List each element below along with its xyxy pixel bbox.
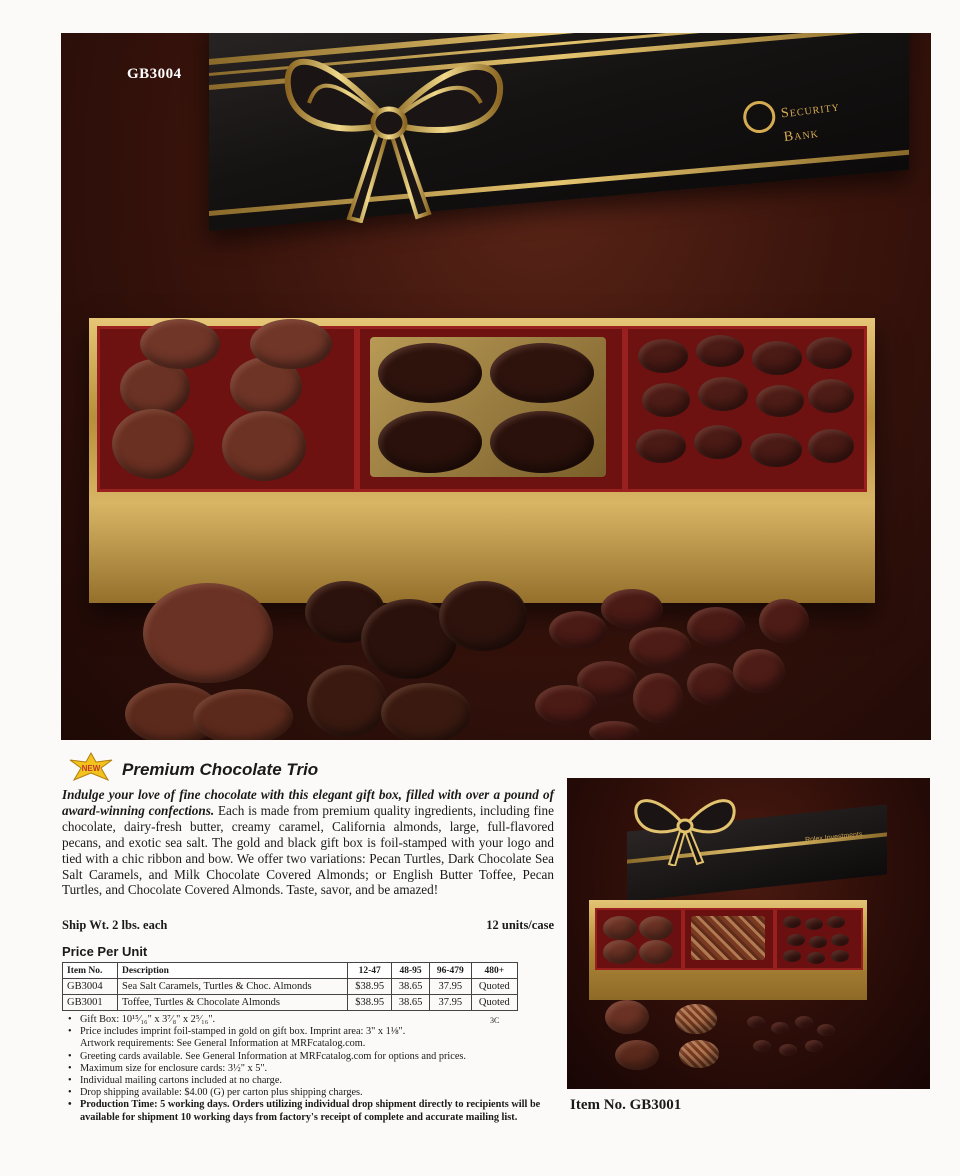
bank-logo: Security Bank	[741, 91, 843, 150]
gold-ribbon-bow-icon	[249, 33, 529, 223]
col-description: Description	[118, 963, 348, 979]
list-item: • Gift Box: 10¹⁵⁄₁₆" x 3⁷⁄₈" x 2⁵⁄₁₆".	[72, 1014, 552, 1026]
cell-price: 37.95	[430, 995, 472, 1011]
almond	[817, 1024, 835, 1036]
units-per-case: 12 units/case	[486, 918, 554, 932]
almond	[733, 649, 785, 693]
compartment-toffee	[683, 908, 775, 970]
price-code: 3C	[490, 1016, 500, 1025]
price-table-header	[63, 963, 518, 979]
almond	[601, 589, 663, 629]
almond	[633, 673, 683, 723]
almond	[805, 1040, 823, 1052]
cell-price: 38.65	[392, 995, 430, 1011]
new-star-badge-icon	[68, 752, 114, 782]
col-48-95: 48-95	[392, 963, 430, 979]
product-title: Premium Chocolate Trio	[122, 760, 319, 779]
col-96-479: 96-479	[430, 963, 472, 979]
cell-description: Toffee, Turtles & Chocolate Almonds	[118, 995, 348, 1011]
compartment-almonds	[625, 326, 867, 492]
box-imprint-label: Rolex Investments	[804, 831, 863, 844]
col-item-no: Item No.	[63, 963, 118, 979]
almond	[589, 721, 639, 740]
compartment-almonds	[775, 908, 863, 970]
col-480-plus: 480+	[471, 963, 517, 979]
gold-tray	[589, 900, 867, 1000]
shipping-line	[62, 918, 554, 933]
almond	[687, 663, 737, 705]
compartment-turtles	[595, 908, 683, 970]
cell-price: Quoted	[471, 979, 517, 995]
table-row	[63, 979, 518, 995]
list-item: • Maximum size for enclosure cards: 3½" x 5".	[72, 1063, 552, 1075]
cell-price: $38.95	[348, 979, 392, 995]
bank-logo-icon	[741, 99, 777, 135]
product-photo-gb3004	[61, 33, 931, 740]
photo-caption: Item No. GB3001	[570, 1097, 682, 1113]
almond	[549, 611, 607, 649]
product-photo-gb3001	[567, 778, 930, 1089]
new-badge-label: NEW	[81, 764, 101, 773]
cell-description: Sea Salt Caramels, Turtles & Choc. Almonds	[118, 979, 348, 995]
cell-item-no: GB3004	[63, 979, 118, 995]
gold-ribbon-bow-icon	[625, 786, 745, 866]
cell-price: $38.95	[348, 995, 392, 1011]
almond	[771, 1022, 789, 1034]
almond	[795, 1016, 813, 1028]
description-body: Each is made from premium quality ingredients, including fine chocolate, dairy-fresh butter, creamy caramel, California almonds, large, full-flavored pecans, and exotic sea salt. The gold and black gift box is foil-stamped with your logo and tied with a chic ribbon and bow. We offer two variations: Pecan Turtles, Dark Chocolate Sea Salt Caramels, and Milk Chocolate Covered Almonds; or English Butter Toffee, Pecan Turtles, and Chocolate Covered Almonds. Taste, savor, and be amazed!	[62, 802, 554, 898]
list-item: • Individual mailing cartons included at no charge.	[72, 1075, 552, 1087]
cell-price: 37.95	[430, 979, 472, 995]
product-notes	[62, 1014, 552, 1124]
almond	[535, 685, 597, 725]
product-description	[62, 787, 554, 898]
item-code-label: GB3004	[127, 66, 182, 82]
list-item: Artwork requirements: See General Information at MRFcatalog.com.	[80, 1038, 366, 1050]
ship-weight: Ship Wt. 2 lbs. each	[62, 918, 168, 932]
price-heading: Price Per Unit	[62, 944, 148, 959]
gold-tray	[89, 318, 875, 603]
cell-item-no: GB3001	[63, 995, 118, 1011]
turtle-chocolate	[605, 1000, 649, 1034]
toffee-piece	[675, 1004, 717, 1034]
list-item: • Drop shipping available: $4.00 (G) per carton plus shipping charges.	[72, 1087, 552, 1099]
compartment-turtles	[97, 326, 357, 492]
cell-price: 38.65	[392, 979, 430, 995]
caramel-chocolate	[381, 683, 471, 740]
cell-price: Quoted	[471, 995, 517, 1011]
description-lead: Indulge your love of fine chocolate with this elegant gift box, filled with over a pound of award-winning confections.	[62, 787, 554, 818]
list-item: • Production Time: 5 working days. Orders utilizing individual drop shipment directly to recipients will be available for shipment 10 working days from factory's receipt of complete and accurate mailing list.	[72, 1099, 552, 1123]
table-row	[63, 995, 518, 1011]
turtle-chocolate	[193, 689, 293, 740]
almond	[753, 1040, 771, 1052]
turtle-chocolate	[615, 1040, 659, 1070]
toffee-piece	[679, 1040, 719, 1068]
list-item: • Price includes imprint foil-stamped in gold on gift box. Imprint area: 3" x 1⅛".	[72, 1026, 552, 1038]
almond	[629, 627, 691, 667]
col-12-47: 12-47	[348, 963, 392, 979]
compartment-sea-salt-caramels	[357, 326, 625, 492]
almond	[747, 1016, 765, 1028]
turtle-chocolate	[143, 583, 273, 683]
list-item: • Greeting cards available. See General Information at MRFcatalog.com for options and prices.	[72, 1051, 552, 1063]
caramel-chocolate	[307, 665, 387, 737]
almond	[687, 607, 745, 647]
almond	[779, 1044, 797, 1056]
almond	[759, 599, 809, 643]
price-table	[62, 962, 518, 1011]
caramel-chocolate	[439, 581, 527, 651]
